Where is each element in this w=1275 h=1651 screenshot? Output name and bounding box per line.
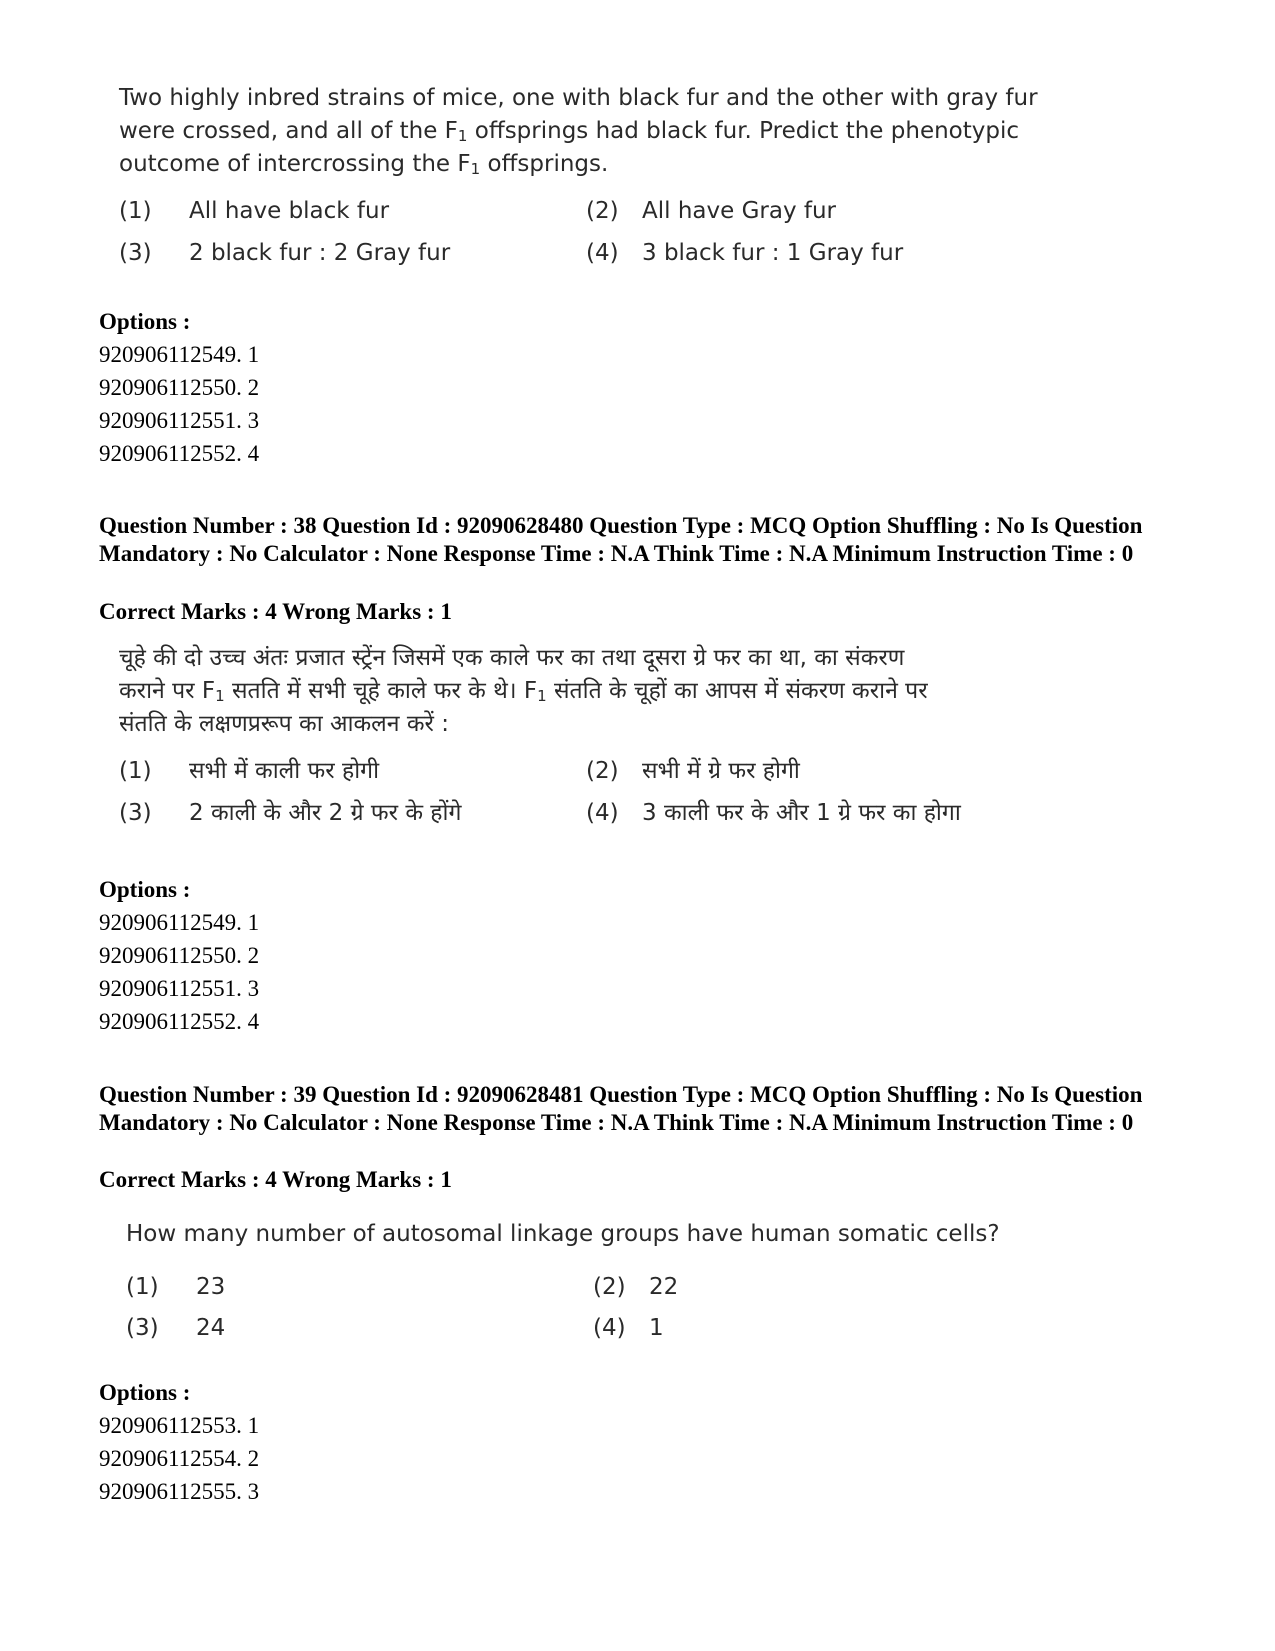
q39-options-label: Options : <box>99 1380 191 1405</box>
q39-choice-2: (2) 22 <box>593 1274 679 1300</box>
q39-question-text: How many number of autosomal linkage groups have human somatic cells? <box>126 1221 1000 1247</box>
q37-question-text: Two highly inbred strains of mice, one with black fur and the other with gray fur were crossed, and all of the $F_1$ offsprings had black fur. Predict the phenotypic outcome of intercrossing the $F_1$ offsprings. <box>119 85 1038 178</box>
q37-question-block <box>119 82 1079 181</box>
q38-option-4: 920906112552. 4 <box>99 1009 260 1034</box>
q39-meta: Question Number : 39 Question Id : 92090628481 Question Type : MCQ Option Shuffling : No Is Question Mandatory : No Calculator : None Response Time : N.A Think Time : N.A Minimum Instruction Time : 0 <box>99 1082 1143 1135</box>
q39-choice-3: (3) 24 <box>126 1315 226 1341</box>
q39-option-3: 920906112555. 3 <box>99 1479 260 1504</box>
q38-option-1: 920906112549. 1 <box>99 910 260 935</box>
q37-choice-3: (3) 2 black fur : 2 Gray fur <box>119 240 451 266</box>
q39-choice-4: (4) 1 <box>593 1315 664 1341</box>
q37-option-2: 920906112550. 2 <box>99 375 260 400</box>
q37-choice-2: (2) All have Gray fur <box>586 198 836 224</box>
q38-question-line-3: संतति के लक्षणप्ररूप का आकलन करें : <box>119 711 449 737</box>
q38-choice-1: (1) सभी में काली फर होगी <box>119 758 380 784</box>
q37-option-3: 920906112551. 3 <box>99 408 260 433</box>
q38-options-label: Options : <box>99 877 191 902</box>
q39-option-2: 920906112554. 2 <box>99 1446 260 1471</box>
q39-option-1: 920906112553. 1 <box>99 1413 260 1438</box>
q37-option-1: 920906112549. 1 <box>99 342 260 367</box>
q37-option-4: 920906112552. 4 <box>99 441 260 466</box>
q37-options-label: Options : <box>99 309 191 334</box>
q38-option-3: 920906112551. 3 <box>99 976 260 1001</box>
q39-marks: Correct Marks : 4 Wrong Marks : 1 <box>99 1167 452 1192</box>
q39-choice-1: (1) 23 <box>126 1274 226 1300</box>
q38-question-line-1: चूहे की दो उच्च अंतः प्रजात स्ट्रेंन जिसमें एक काले फर का तथा दूसरा ग्रे फर का था, का संकरण <box>119 645 905 671</box>
q38-choice-2: (2) सभी में ग्रे फर होगी <box>586 758 800 784</box>
q38-choice-3: (3) 2 काली के और 2 ग्रे फर के होंगे <box>119 800 462 826</box>
q38-meta: Question Number : 38 Question Id : 92090628480 Question Type : MCQ Option Shuffling : No Is Question Mandatory : No Calculator : None Response Time : N.A Think Time : N.A Minimum Instruction Time : 0 <box>99 513 1143 566</box>
q38-question-line-2: कराने पर $F_1$ सतति में सभी चूहे काले फर के थे। $F_1$ संतति के चूहों का आपस में संकरण कराने पर <box>119 678 928 705</box>
q37-choice-4: (4) 3 black fur : 1 Gray fur <box>586 240 904 266</box>
q37-choice-1: (1) All have black fur <box>119 198 390 224</box>
q38-option-2: 920906112550. 2 <box>99 943 260 968</box>
q38-choice-4: (4) 3 काली फर के और 1 ग्रे फर का होगा <box>586 800 961 826</box>
q38-marks: Correct Marks : 4 Wrong Marks : 1 <box>99 599 452 624</box>
